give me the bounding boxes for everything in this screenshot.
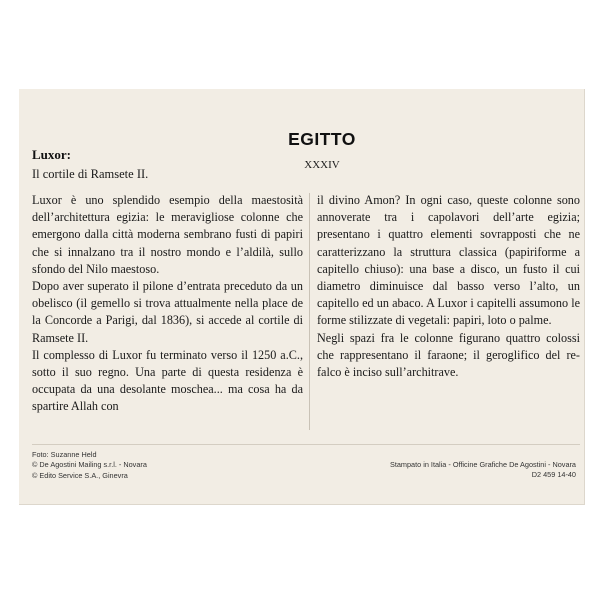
paragraph: Dopo aver superato il pilone d’entrata preceduto da un obelisco (il gemello si trova attualmente nella place de la Concorde a Parigi, dal 1836), si accede al cortile di Ramsete II. [32, 279, 303, 345]
card-title: EGITTO [288, 129, 356, 149]
footer-divider [32, 444, 580, 445]
text-column-right [317, 192, 580, 381]
subject-heading: Luxor: [32, 147, 71, 162]
photo-credits [32, 450, 147, 481]
printer-info [390, 460, 576, 481]
credit-line: Foto: Suzanne Held [32, 450, 97, 459]
credit-line: © Edito Service S.A., Ginevra [32, 470, 128, 480]
paragraph: Il complesso di Luxor fu terminato verso il 1250 a.C., sotto il suo regno. Una parte di questa residenza è occupata da una desolante moschea... ma cosa ha da spartire Allah con [32, 347, 303, 414]
paragraph: Negli spazi fra le colonne figurano quattro colossi che rappresentano il faraone; il geroglifico del re-falco è inciso sull’architrave. [317, 330, 580, 380]
card-number: XXXIV [304, 159, 340, 171]
text-column-left [32, 192, 303, 416]
credit-line: © De Agostini Mailing s.r.l. - Novara [32, 460, 147, 470]
subject-subtitle: Il cortile di Ramsete II. [32, 167, 149, 181]
paragraph: il divino Amon? In ogni caso, queste colonne sono annoverate tra i capolavori dell’arte egizia; presentano i quattro elementi sovrapposti che ne caratterizzano la struttura classica (papiriforme a capitello chiuso): una base a disco, un fusto il cui diametro diminuisce dal basso verso l’alto, un capitello ed un abaco. A Luxor i capitelli assumono le forme stilizzate di vegetali: papiri, loto o palme. [317, 193, 580, 328]
product-code: D2 459 14-40 [531, 470, 576, 480]
info-card [19, 89, 585, 505]
column-divider [309, 193, 310, 430]
printer-line: Stampato in Italia - Officine Grafiche De Agostini - Novara [389, 460, 576, 469]
paragraph: Luxor è uno splendido esempio della maestosità dell’architettura egizia: le meravigliose colonne che emergono dalla città moderna sembrano fusti di papiri che si innalzano tra il nostro mondo e l’aldilà, sullo sfondo del Nilo maestoso. [32, 193, 303, 276]
